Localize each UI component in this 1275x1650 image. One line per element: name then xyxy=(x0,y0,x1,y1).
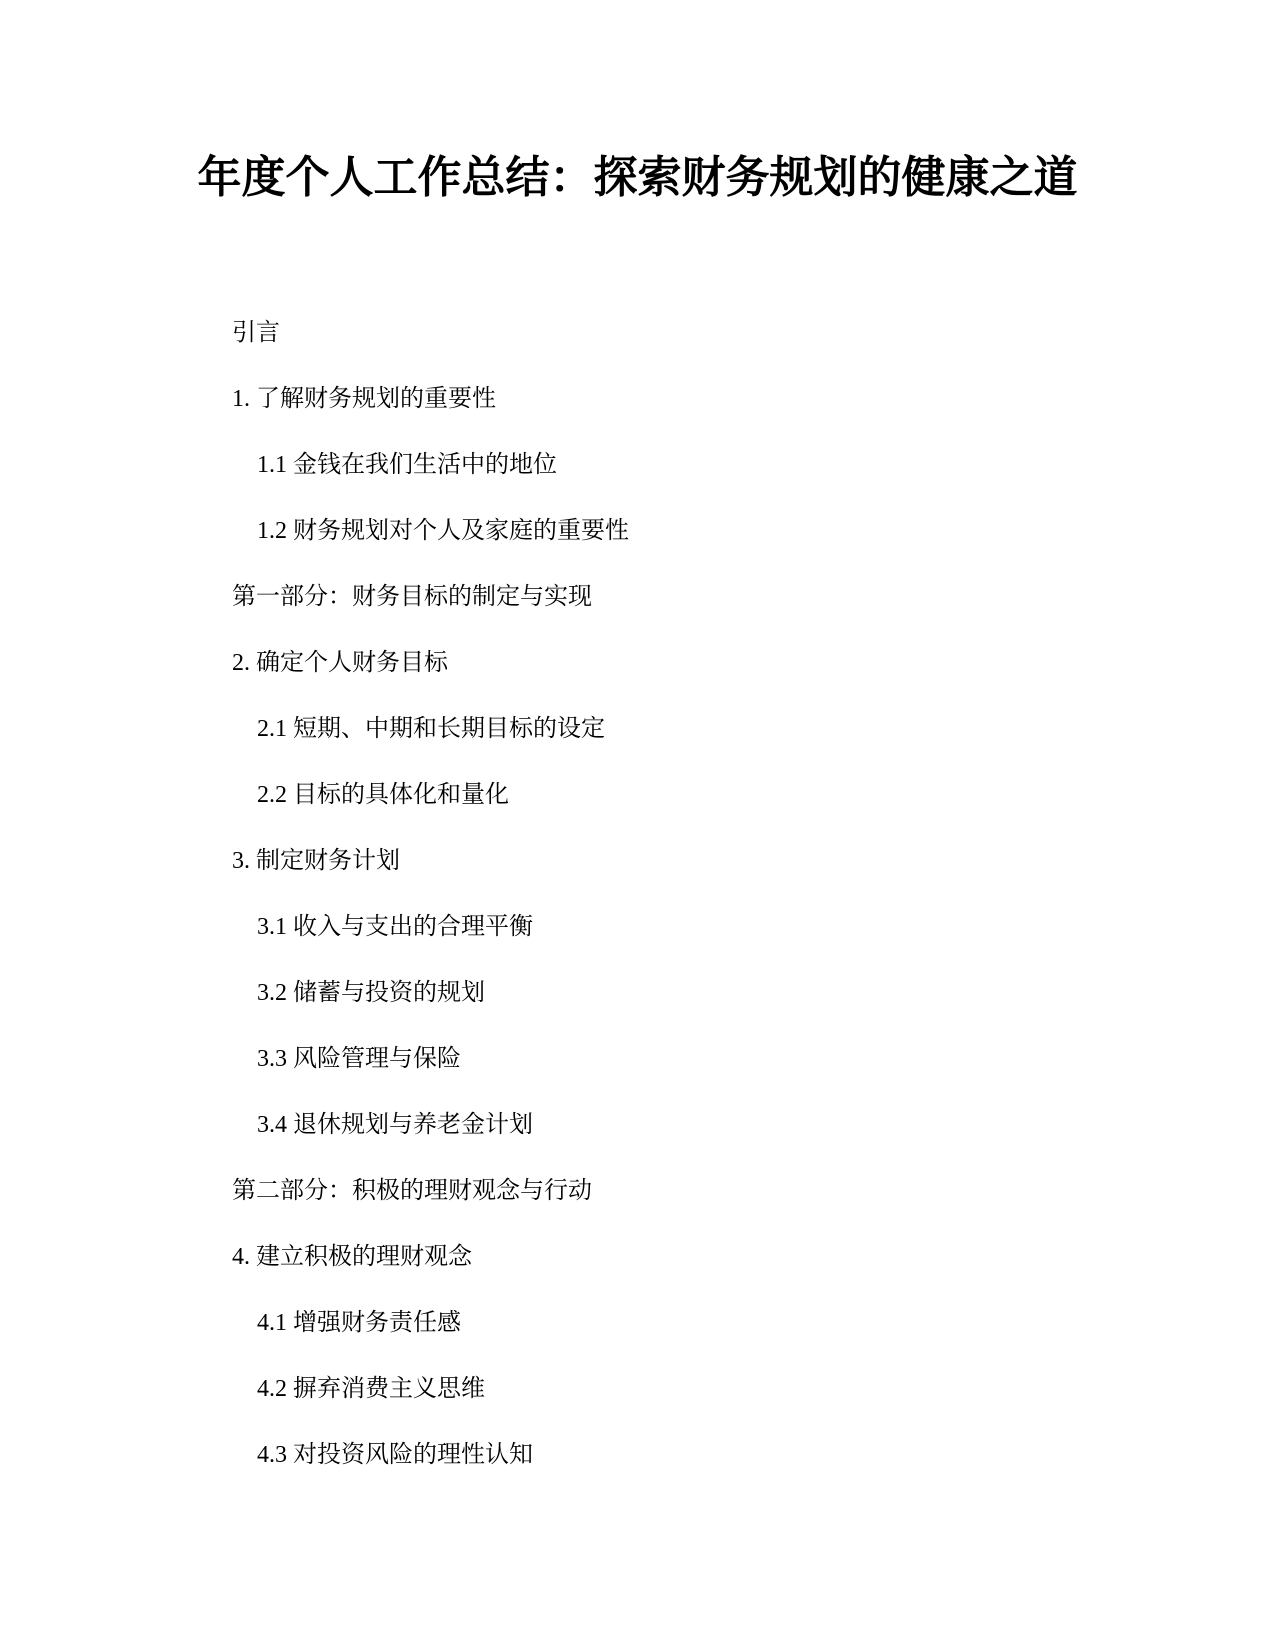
section-heading: 3. 制定财务计划 xyxy=(232,848,400,874)
section-heading: 2. 确定个人财务目标 xyxy=(232,650,448,676)
section-heading: 引言 xyxy=(232,320,280,346)
table-of-contents xyxy=(232,320,629,1508)
subsection-heading: 4.2 摒弃消费主义思维 xyxy=(257,1376,485,1402)
section-heading: 第二部分：积极的理财观念与行动 xyxy=(232,1178,592,1204)
document-title: 年度个人工作总结：探索财务规划的健康之道 xyxy=(197,152,1078,203)
subsection-heading: 1.1 金钱在我们生活中的地位 xyxy=(257,452,557,478)
subsection-heading: 3.2 储蓄与投资的规划 xyxy=(257,980,485,1006)
section-heading: 4. 建立积极的理财观念 xyxy=(232,1244,472,1270)
subsection-heading: 4.3 对投资风险的理性认知 xyxy=(257,1442,533,1468)
subsection-heading: 2.2 目标的具体化和量化 xyxy=(257,782,509,808)
subsection-heading: 1.2 财务规划对个人及家庭的重要性 xyxy=(257,518,629,544)
subsection-heading: 3.1 收入与支出的合理平衡 xyxy=(257,914,533,940)
subsection-heading: 4.1 增强财务责任感 xyxy=(257,1310,461,1336)
subsection-heading: 2.1 短期、中期和长期目标的设定 xyxy=(257,716,605,742)
subsection-heading: 3.4 退休规划与养老金计划 xyxy=(257,1112,533,1138)
section-heading: 1. 了解财务规划的重要性 xyxy=(232,386,496,412)
section-heading: 第一部分：财务目标的制定与实现 xyxy=(232,584,592,610)
subsection-heading: 3.3 风险管理与保险 xyxy=(257,1046,461,1072)
